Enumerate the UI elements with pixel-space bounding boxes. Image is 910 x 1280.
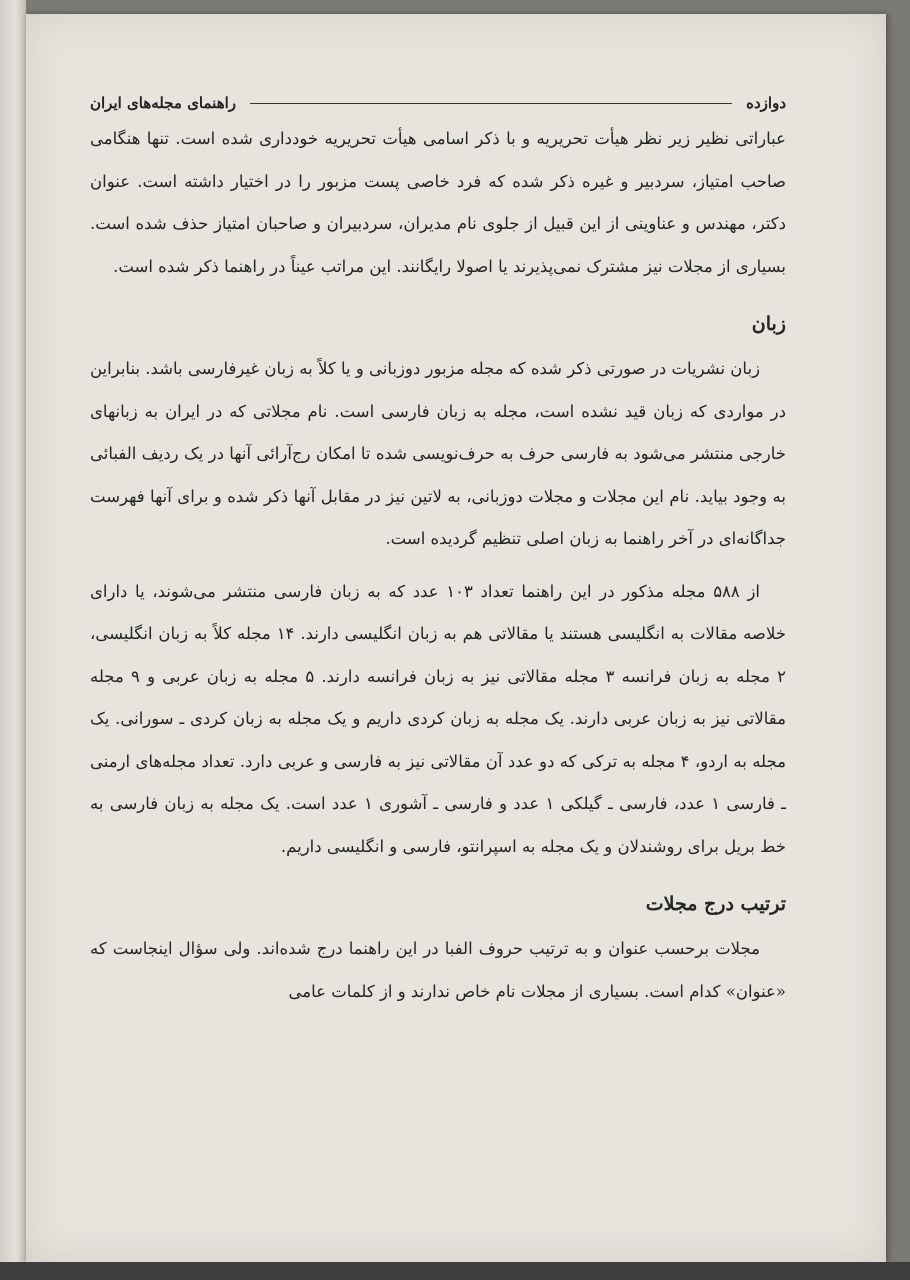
paragraph-intro: عباراتی نظیر زیر نظر هیأت تحریریه و با ذکر اسامی هیأت تحریریه خودداری شده است. تنها هنگامی صاحب امتیاز، سردبیر و غیره ذکر شده که فرد خاصی پست مزبور را در اختیار داشته است. عنوان دکتر، مهندس و عناوینی از این قبیل از جلوی نام مدیران، سردبیران و صاحبان امتیاز حذف شده است. بسیاری از مجلات نیز مشترک نمی‌پذیرند یا اصولا رایگانند. این مراتب عیناً در راهنما ذکر شده است. (90, 129, 786, 276)
background-strip (0, 1262, 910, 1280)
paragraph-order-1: مجلات برحسب عنوان و به ترتیب حروف الفبا در این راهنما درج شده‌اند. ولی سؤال اینجاست که «عنوان» کدام است. بسیاری از مجلات نام خاص ندارند و از کلمات عامی (90, 939, 786, 1001)
paragraph-language-2: از ۵۸۸ مجله مذکور در این راهنما تعداد ۱۰۳ عدد که به زبان فارسی منتشر می‌شوند، یا دارای خلاصه مقالات به انگلیسی هستند یا مقالاتی هم به زبان انگلیسی دارند. ۱۴ مجله کلاً به زبان انگلیسی، ۲ مجله به زبان فرانسه ۳ مجله مقالاتی نیز به زبان فرانسه دارند. ۵ مجله به زبان عربی و ۹ مجله مقالاتی نیز به زبان عربی دارند. یک مجله به زبان کردی داریم و یک مجله به زبان کردی ـ سورانی. یک مجله به اردو، ۴ مجله به ترکی که دو عدد آن مقالاتی نیز به فارسی و عربی دارد. تعداد مجله‌های ارمنی ـ فارسی ۱ عدد، فارسی ـ گیلکی ۱ عدد و فارسی ـ آشوری ۱ عدد است. یک مجله به زبان فارسی به خط بریل برای روشندلان و یک مجله به اسپرانتو، فارسی و انگلیسی داریم. (90, 581, 787, 856)
heading-order: ترتیب درج مجلات (645, 893, 786, 915)
book-title: راهنمای مجله‌های ایران (90, 94, 237, 112)
heading-language: زبان (751, 313, 786, 335)
paragraph-language-1: زبان نشریات در صورتی ذکر شده که مجله مزبور دوزبانی و یا کلاً به زبان غیرفارسی باشد. بنابراین در مواردی که زبان قید نشده است، مجله به زبان فارسی است. نام مجلاتی که در ایران به زبانهای خارجی منتشر می‌شود به فارسی حرف به حرف‌نویسی شده تا امکان رج‌آرائی آنها در یک ردیف الفبائی به وجود بیاید. نام این مجلات و مجلات دوزبانی، به لاتین نیز در مقابل آنها ذکر شده و برای آنها فهرست جداگانه‌ای در آخر راهنما به زبان اصلی تنظیم گردیده است. (90, 359, 786, 548)
facing-page-edge (0, 0, 26, 1280)
header-rule (250, 103, 732, 104)
page-content (90, 88, 786, 1013)
running-head (90, 88, 786, 118)
page-label: دوازده (746, 94, 786, 112)
